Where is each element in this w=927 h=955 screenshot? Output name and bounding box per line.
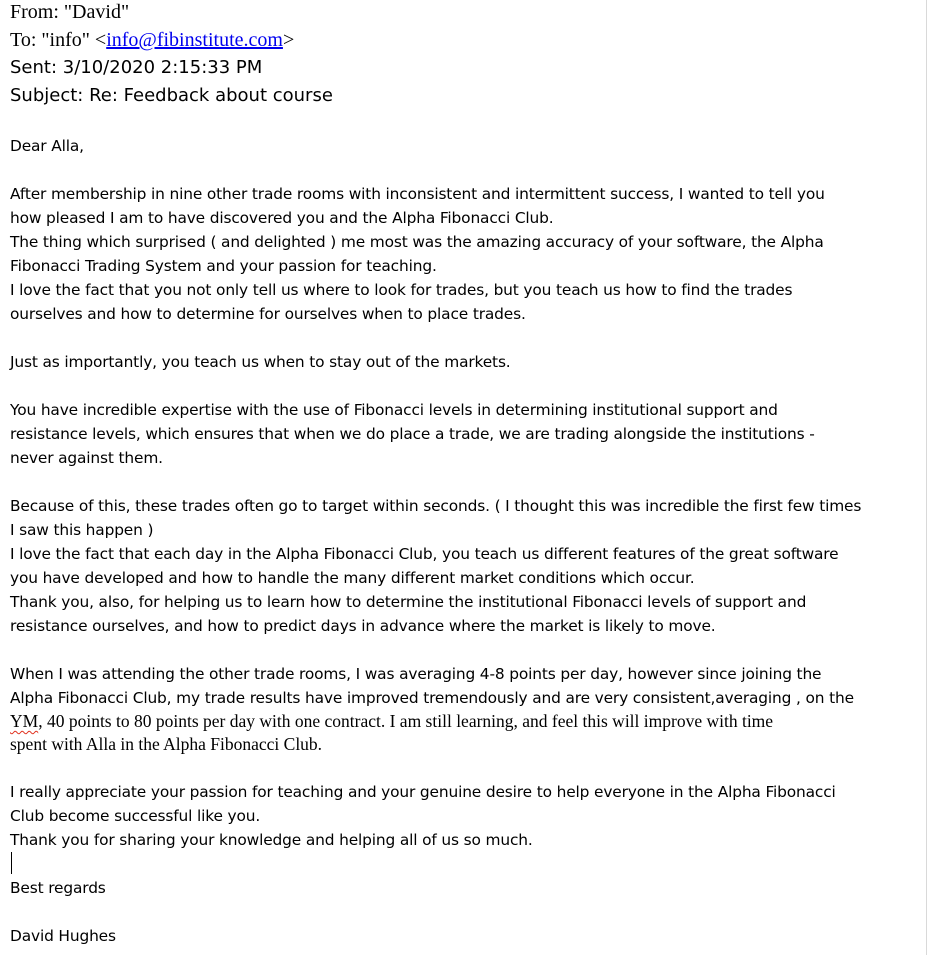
signature: David Hughes <box>10 927 116 945</box>
paragraph-4-line: resistance ourselves, and how to predict days in advance where the market is likely to move. <box>10 617 716 635</box>
paragraph-4-line: Thank you, also, for helping us to learn how to determine the institutional Fibonacci levels of support and <box>10 593 807 611</box>
paragraph-5-line-rest: , 40 points to 80 points per day with one contract. I am still learning, and feel this will improve with time <box>38 711 774 731</box>
to-line <box>10 28 294 52</box>
text-cursor[interactable] <box>11 852 12 874</box>
paragraph-1-line: After membership in nine other trade rooms with inconsistent and intermittent success, I wanted to tell you <box>10 185 825 203</box>
to-suffix: > <box>282 29 295 51</box>
from-line: From: "David" <box>10 1 130 23</box>
subject-line: Subject: Re: Feedback about course <box>10 85 333 106</box>
paragraph-4-line: I love the fact that each day in the Alpha Fibonacci Club, you teach us different features of the great software <box>10 545 839 563</box>
paragraph-2-line: Just as importantly, you teach us when to stay out of the markets. <box>10 353 511 371</box>
sent-line: Sent: 3/10/2020 2:15:33 PM <box>10 57 263 78</box>
paragraph-1-line: ourselves and how to determine for ourselves when to place trades. <box>10 305 526 323</box>
paragraph-4-line: Because of this, these trades often go to target within seconds. ( I thought this was incredible the first few times <box>10 497 862 515</box>
paragraph-1-line: I love the fact that you not only tell us where to look for trades, but you teach us how to find the trades <box>10 281 793 299</box>
paragraph-4-line: you have developed and how to handle the many different market conditions which occur. <box>10 569 695 587</box>
paragraph-3-line: never against them. <box>10 449 163 467</box>
paragraph-6-line: I really appreciate your passion for teaching and your genuine desire to help everyone in the Alpha Fibonacci <box>10 783 836 801</box>
paragraph-1-line: The thing which surprised ( and delighted ) me most was the amazing accuracy of your software, the Alpha <box>10 233 824 251</box>
paragraph-5-line: Alpha Fibonacci Club, my trade results have improved tremendously and are very consistent,averaging , on the <box>10 689 854 707</box>
paragraph-4-line: I saw this happen ) <box>10 521 154 539</box>
paragraph-1-line: how pleased I am to have discovered you and the Alpha Fibonacci Club. <box>10 209 554 227</box>
closing: Best regards <box>10 879 106 897</box>
greeting: Dear Alla, <box>10 137 84 155</box>
paragraph-6-line: Club become successful like you. <box>10 807 261 825</box>
paragraph-6-line: Thank you for sharing your knowledge and helping all of us so much. <box>10 831 533 849</box>
paragraph-1-line: Fibonacci Trading System and your passion for teaching. <box>10 257 437 275</box>
to-prefix: To: "info" < <box>10 29 107 51</box>
paragraph-3-line: resistance levels, which ensures that when we do place a trade, we are trading alongside the institutions - <box>10 425 815 443</box>
recipient-email-link[interactable]: info@fibinstitute.com <box>106 29 283 51</box>
paragraph-5-line <box>10 709 773 733</box>
paragraph-5-line: spent with Alla in the Alpha Fibonacci Club. <box>10 734 323 754</box>
paragraph-5-line: When I was attending the other trade rooms, I was averaging 4-8 points per day, however since joining the <box>10 665 822 683</box>
spellcheck-word-ym: YM <box>10 711 39 731</box>
paragraph-3-line: You have incredible expertise with the use of Fibonacci levels in determining institutional support and <box>10 401 778 419</box>
